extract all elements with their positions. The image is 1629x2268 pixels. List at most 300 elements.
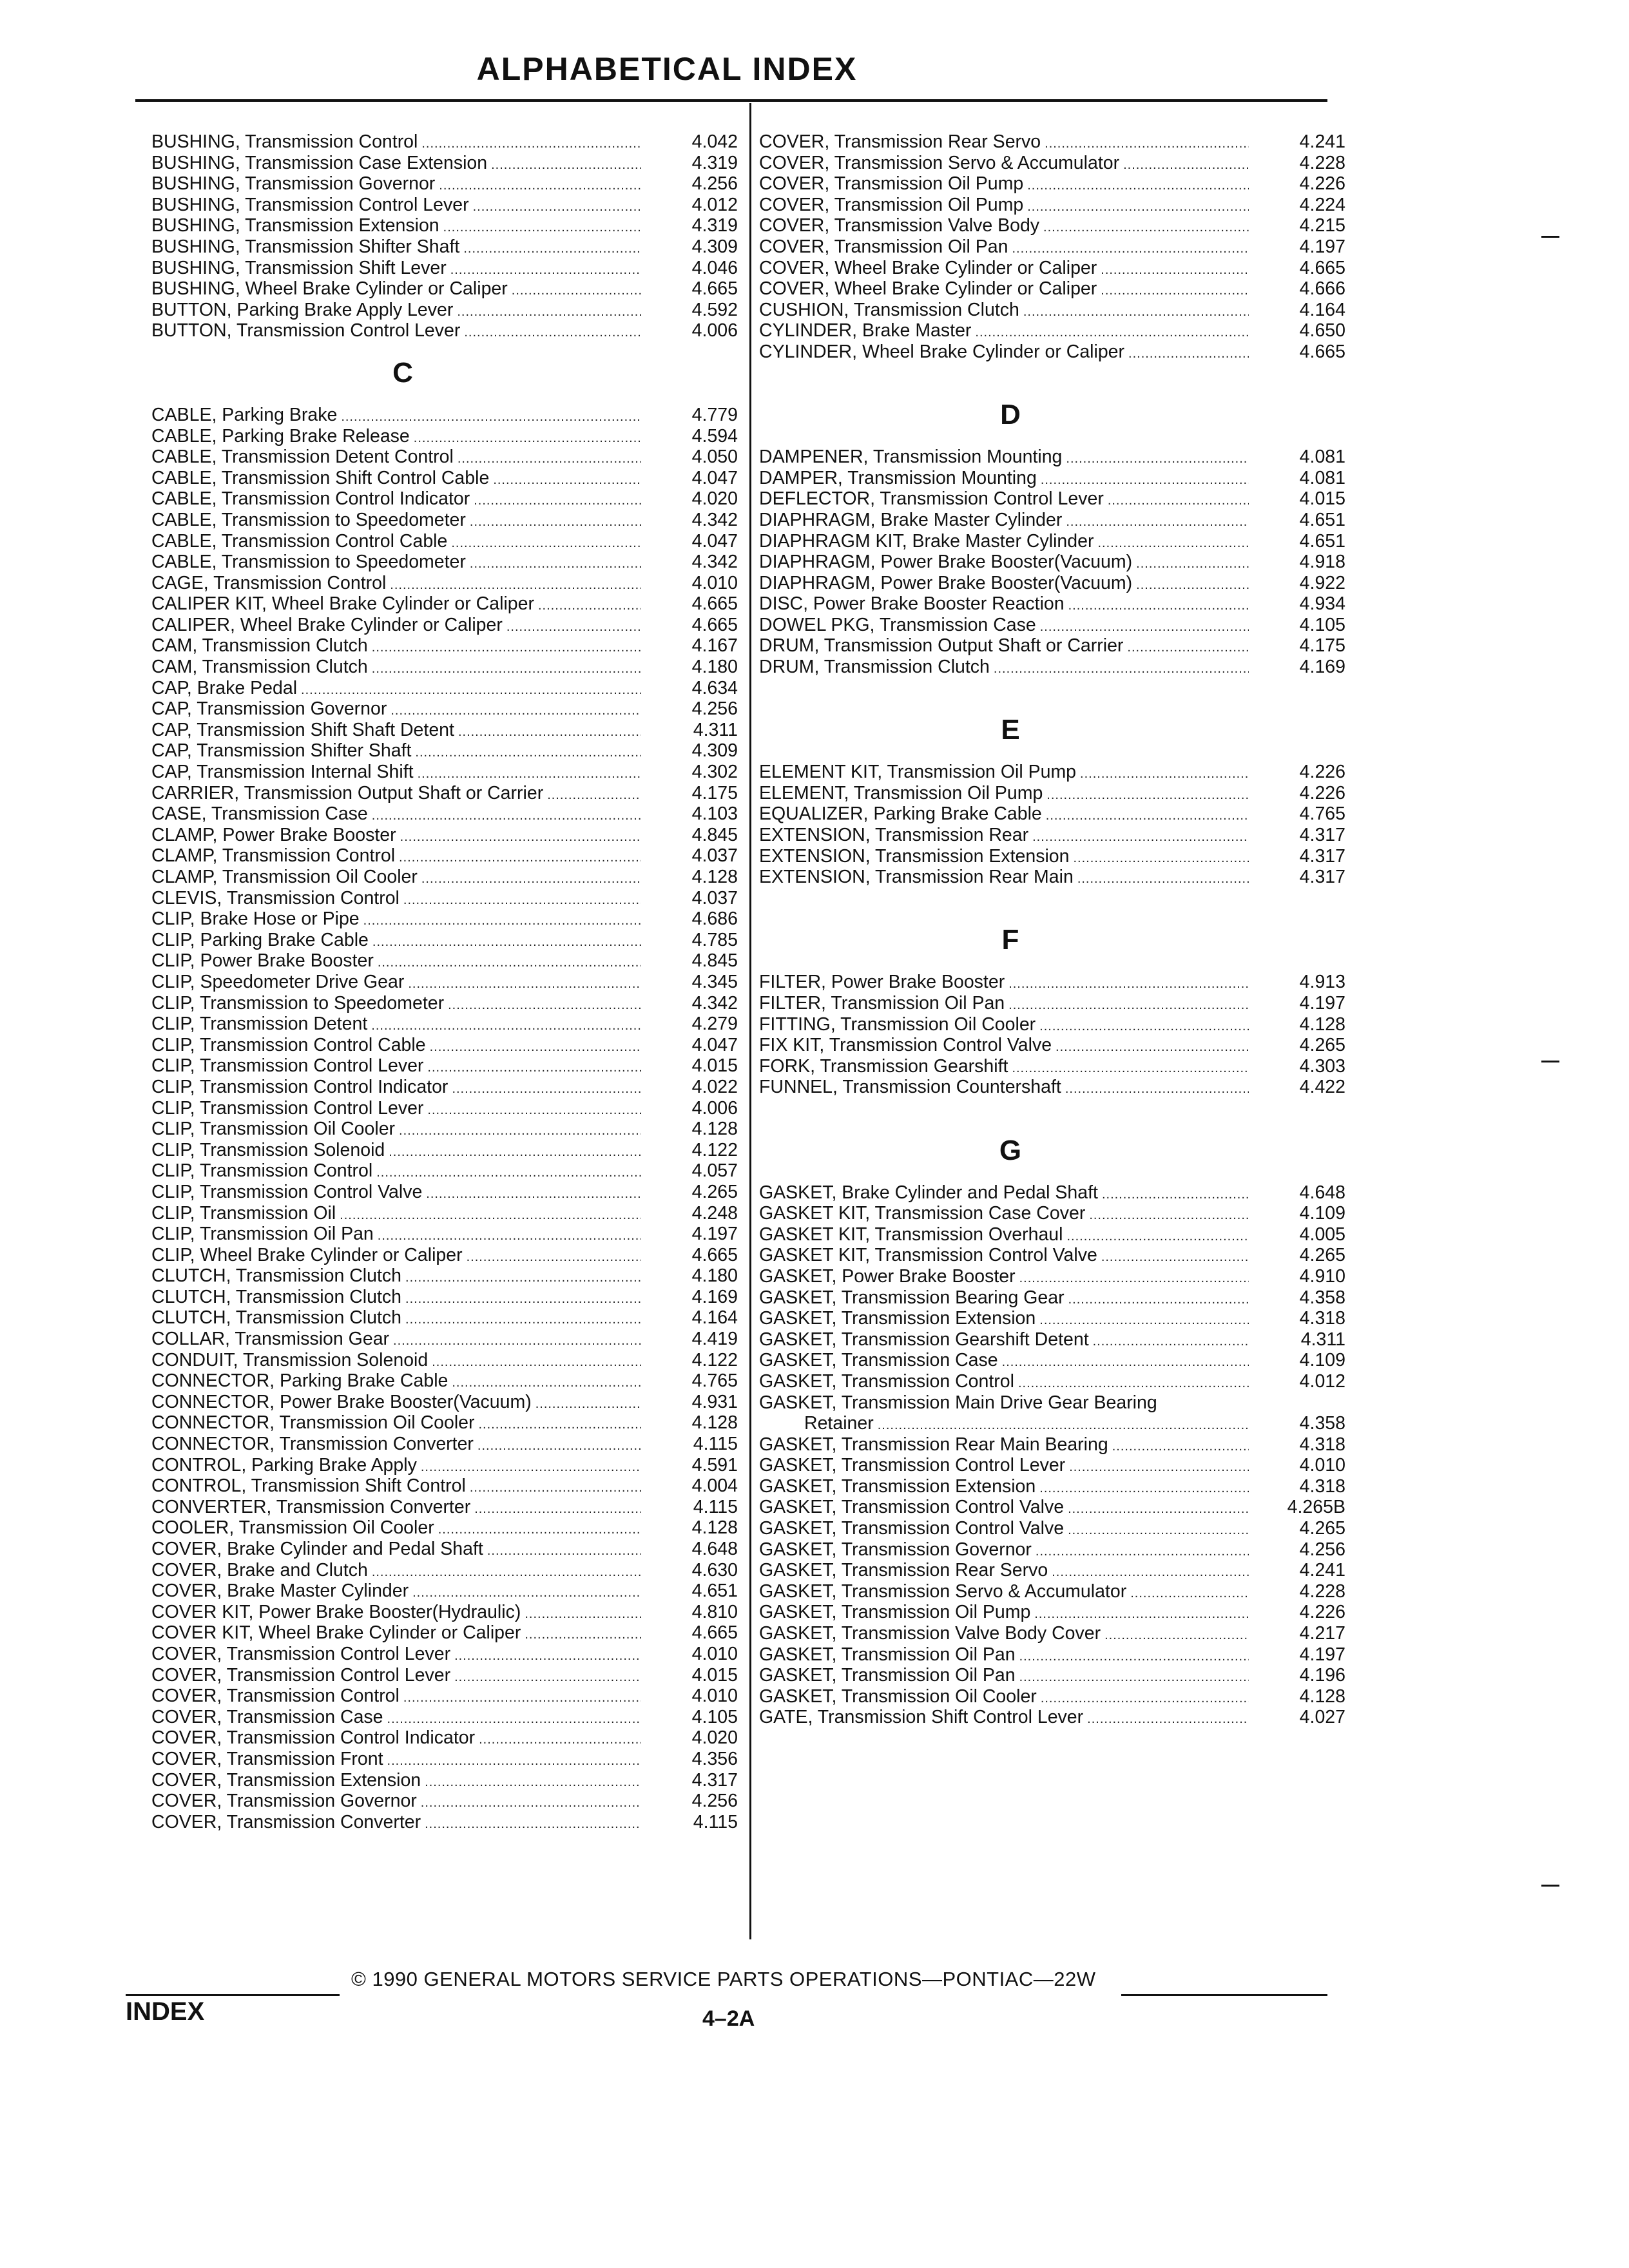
dot-leader bbox=[525, 1604, 641, 1625]
index-entry bbox=[151, 825, 738, 846]
dot-leader bbox=[538, 595, 641, 617]
entry-name: COVER, Transmission Control Lever bbox=[151, 1664, 451, 1686]
entry-name: CLIP, Transmission Oil Cooler bbox=[151, 1119, 396, 1140]
index-entry bbox=[151, 1812, 738, 1833]
index-entry bbox=[151, 153, 738, 174]
dot-leader bbox=[1034, 1604, 1249, 1625]
dot-leader bbox=[363, 910, 641, 932]
entry-name: CLIP, Transmission Control Lever bbox=[151, 1055, 424, 1077]
index-entry bbox=[759, 573, 1345, 594]
index-entry bbox=[151, 1350, 738, 1371]
entry-name: CLIP, Wheel Brake Cylinder or Caliper bbox=[151, 1244, 463, 1265]
index-entry bbox=[151, 1581, 738, 1602]
dot-leader bbox=[1008, 995, 1249, 1016]
index-entry bbox=[759, 1392, 1345, 1414]
dot-leader bbox=[1008, 974, 1249, 995]
dot-leader bbox=[1101, 1247, 1249, 1268]
dot-leader bbox=[371, 1015, 641, 1037]
entry-name: CLIP, Transmission Control Indicator bbox=[151, 1076, 448, 1097]
spacer bbox=[759, 888, 1345, 909]
entry-name: BUSHING, Transmission Control Lever bbox=[151, 194, 469, 215]
dot-leader bbox=[1068, 595, 1249, 617]
index-group bbox=[759, 1182, 1345, 1728]
section-letter-f: F bbox=[1001, 924, 1019, 956]
page-title: ALPHABETICAL INDEX bbox=[476, 51, 858, 87]
entry-code: 4.358 bbox=[1299, 1413, 1345, 1434]
entry-code: 4.648 bbox=[691, 1539, 738, 1559]
index-entry bbox=[759, 1707, 1345, 1728]
entry-name: GASKET, Transmission Valve Body Cover bbox=[759, 1623, 1101, 1644]
index-entry bbox=[759, 825, 1345, 846]
dot-leader bbox=[425, 1772, 641, 1793]
index-entry bbox=[151, 1203, 738, 1224]
entry-code: 4.081 bbox=[1299, 467, 1345, 488]
dot-leader bbox=[1036, 1541, 1249, 1562]
entry-name: CABLE, Transmission Control Cable bbox=[151, 530, 448, 552]
entry-name: COVER, Brake Cylinder and Pedal Shaft bbox=[151, 1539, 483, 1559]
entry-code: 4.910 bbox=[1299, 1265, 1345, 1287]
entry-name: FORK, Transmission Gearshift bbox=[759, 1055, 1008, 1077]
entry-code: 4.665 bbox=[691, 278, 738, 300]
index-entry bbox=[151, 1412, 738, 1434]
dot-leader bbox=[412, 1582, 641, 1604]
entry-code: 4.167 bbox=[691, 635, 738, 657]
entry-code: 4.057 bbox=[691, 1160, 738, 1182]
entry-code: 4.128 bbox=[691, 1517, 738, 1539]
entry-name: FITTING, Transmission Oil Cooler bbox=[759, 1014, 1036, 1035]
index-entry bbox=[759, 488, 1345, 510]
entry-code: 4.226 bbox=[1299, 173, 1345, 195]
entry-name: CONTROL, Parking Brake Apply bbox=[151, 1454, 417, 1475]
entry-name: BUSHING, Transmission Case Extension bbox=[151, 152, 488, 173]
section-letter-e: E bbox=[1001, 714, 1020, 746]
entry-name: CONNECTOR, Parking Brake Cable bbox=[151, 1370, 448, 1392]
index-entry bbox=[151, 1392, 738, 1413]
entry-name: DIAPHRAGM, Brake Master Cylinder bbox=[759, 509, 1063, 530]
entry-code: 4.918 bbox=[1299, 552, 1345, 573]
entry-code: 4.020 bbox=[691, 1727, 738, 1749]
entry-code: 4.241 bbox=[1299, 131, 1345, 152]
entry-name: CABLE, Parking Brake bbox=[151, 404, 338, 425]
index-entry bbox=[151, 950, 738, 972]
entry-code: 4.665 bbox=[691, 614, 738, 635]
entry-name: BUSHING, Transmission Control bbox=[151, 131, 418, 152]
entry-name: GASKET, Transmission Oil Pan bbox=[759, 1644, 1016, 1665]
entry-name: CAM, Transmission Clutch bbox=[151, 657, 368, 678]
entry-name: FILTER, Transmission Oil Pan bbox=[759, 993, 1005, 1014]
entry-name: COVER, Transmission Oil Pump bbox=[759, 173, 1024, 195]
index-entry bbox=[151, 552, 738, 573]
entry-name: CLEVIS, Transmission Control bbox=[151, 887, 400, 908]
index-entry bbox=[759, 468, 1345, 489]
entry-name: CLIP, Transmission Control Valve bbox=[151, 1181, 423, 1202]
entry-code: 4.765 bbox=[1299, 803, 1345, 825]
entry-code: 4.648 bbox=[1299, 1182, 1345, 1203]
index-entry bbox=[759, 531, 1345, 552]
entry-code: 4.248 bbox=[691, 1202, 738, 1224]
entry-code: 4.845 bbox=[691, 824, 738, 845]
index-entry bbox=[759, 215, 1345, 236]
dot-leader bbox=[389, 1142, 641, 1163]
index-entry bbox=[151, 215, 738, 236]
entry-code: 4.311 bbox=[1300, 1329, 1345, 1350]
entry-code: 4.105 bbox=[1299, 614, 1345, 635]
index-entry bbox=[759, 1056, 1345, 1077]
dot-leader bbox=[1112, 1436, 1249, 1457]
index-entry bbox=[151, 1077, 738, 1098]
entry-name: EXTENSION, Transmission Rear bbox=[759, 825, 1029, 846]
dot-leader bbox=[1101, 260, 1249, 281]
entry-code: 4.015 bbox=[1299, 488, 1345, 510]
dot-leader bbox=[1097, 533, 1249, 554]
index-entry bbox=[759, 341, 1345, 363]
entry-code: 4.256 bbox=[691, 698, 738, 720]
entry-name: EXTENSION, Transmission Rear Main bbox=[759, 867, 1074, 888]
index-entry bbox=[759, 783, 1345, 804]
entry-name: GASKET, Transmission Bearing Gear bbox=[759, 1287, 1065, 1308]
entry-code: 4.665 bbox=[691, 1244, 738, 1265]
entry-code: 4.015 bbox=[691, 1664, 738, 1686]
entry-code: 4.317 bbox=[1299, 867, 1345, 888]
dot-leader bbox=[1052, 1562, 1249, 1583]
index-entry bbox=[151, 1014, 738, 1035]
entry-name: GASKET, Transmission Governor bbox=[759, 1539, 1032, 1560]
dot-leader bbox=[430, 1037, 641, 1058]
index-entry bbox=[759, 300, 1345, 321]
index-entry bbox=[151, 1560, 738, 1581]
index-entry bbox=[759, 131, 1345, 153]
entry-name: CLIP, Speedometer Drive Gear bbox=[151, 971, 405, 992]
entry-code: 4.265B bbox=[1287, 1497, 1345, 1518]
entry-code: 4.319 bbox=[691, 215, 738, 236]
entry-code: 4.226 bbox=[1299, 1602, 1345, 1623]
index-entry bbox=[151, 1770, 738, 1791]
entry-name: COVER KIT, Wheel Brake Cylinder or Caliper bbox=[151, 1622, 521, 1644]
index-entry bbox=[759, 173, 1345, 195]
index-entry bbox=[151, 783, 738, 804]
entry-code: 4.309 bbox=[691, 236, 738, 257]
index-entry bbox=[151, 1622, 738, 1644]
entry-code: 4.047 bbox=[691, 467, 738, 488]
dot-leader bbox=[525, 1624, 641, 1646]
index-entry bbox=[759, 1476, 1345, 1497]
entry-name: CLAMP, Transmission Control bbox=[151, 845, 396, 867]
dot-leader bbox=[393, 1331, 641, 1352]
dot-leader bbox=[341, 407, 641, 428]
entry-code: 4.265 bbox=[1299, 1245, 1345, 1266]
index-entry bbox=[759, 1455, 1345, 1476]
dot-leader bbox=[372, 637, 641, 658]
dot-leader bbox=[1102, 1184, 1249, 1206]
entry-code: 4.224 bbox=[1299, 194, 1345, 215]
index-entry bbox=[151, 720, 738, 741]
dot-leader bbox=[1069, 1457, 1249, 1478]
dot-leader bbox=[451, 533, 641, 554]
dot-leader bbox=[403, 1687, 641, 1709]
entry-code: 4.197 bbox=[1299, 1644, 1345, 1665]
spacer bbox=[759, 363, 1345, 384]
entry-code: 4.686 bbox=[691, 908, 738, 930]
entry-code: 4.651 bbox=[691, 1581, 738, 1602]
entry-code: 4.015 bbox=[691, 1055, 738, 1077]
section-letter-c: C bbox=[392, 356, 413, 389]
entry-code: 4.196 bbox=[1299, 1665, 1345, 1686]
dot-leader bbox=[421, 133, 641, 155]
index-entry bbox=[151, 488, 738, 510]
entry-name: COOLER, Transmission Oil Cooler bbox=[151, 1517, 434, 1539]
dot-leader bbox=[470, 512, 641, 533]
index-entry bbox=[151, 447, 738, 468]
dot-leader bbox=[372, 805, 641, 827]
entry-name: CONNECTOR, Power Brake Booster(Vacuum) bbox=[151, 1391, 532, 1412]
margin-tick bbox=[1541, 1061, 1559, 1062]
entry-code: 4.779 bbox=[691, 404, 738, 425]
index-entry bbox=[759, 993, 1345, 1014]
entry-code: 4.020 bbox=[691, 488, 738, 510]
entry-code: 4.256 bbox=[691, 1791, 738, 1812]
entry-code: 4.022 bbox=[691, 1076, 738, 1097]
entry-name: CAGE, Transmission Control bbox=[151, 572, 387, 593]
entry-name: COVER, Transmission Rear Servo bbox=[759, 131, 1041, 152]
left-column bbox=[151, 131, 738, 1832]
dot-leader bbox=[547, 785, 641, 806]
dot-leader bbox=[454, 1646, 641, 1667]
entry-name: GASKET, Transmission Case bbox=[759, 1350, 998, 1371]
dot-leader bbox=[439, 175, 641, 197]
entry-name: GASKET KIT, Transmission Overhaul bbox=[759, 1224, 1063, 1245]
index-entry bbox=[759, 1203, 1345, 1224]
index-entry bbox=[151, 1707, 738, 1728]
entry-name: BUSHING, Transmission Shift Lever bbox=[151, 257, 447, 278]
index-entry bbox=[759, 1308, 1345, 1329]
entry-name: DAMPENER, Transmission Mounting bbox=[759, 447, 1063, 468]
index-group bbox=[759, 447, 1345, 678]
entry-code: 4.265 bbox=[1299, 1518, 1345, 1539]
index-entry bbox=[151, 1475, 738, 1497]
index-entry bbox=[151, 762, 738, 783]
entry-code: 4.317 bbox=[691, 1769, 738, 1791]
entry-code: 4.047 bbox=[691, 530, 738, 552]
entry-name: CUSHION, Transmission Clutch bbox=[759, 299, 1019, 320]
entry-code: 4.845 bbox=[691, 950, 738, 972]
entry-name: CABLE, Transmission Shift Control Cable bbox=[151, 467, 490, 488]
entry-name: CARRIER, Transmission Output Shaft or Carrier bbox=[151, 782, 544, 803]
dot-leader bbox=[1101, 280, 1249, 302]
index-entry bbox=[759, 1077, 1345, 1098]
entry-name: CLIP, Power Brake Booster bbox=[151, 950, 374, 972]
entry-code: 4.197 bbox=[1299, 993, 1345, 1014]
entry-code: 4.180 bbox=[691, 657, 738, 678]
index-entry bbox=[151, 1160, 738, 1182]
index-entry bbox=[151, 740, 738, 762]
dot-leader bbox=[372, 932, 641, 953]
dot-leader bbox=[1018, 1373, 1249, 1394]
entry-name: CABLE, Parking Brake Release bbox=[151, 425, 410, 447]
dot-leader bbox=[470, 1477, 641, 1499]
entry-code: 4.666 bbox=[1299, 278, 1345, 300]
entry-code: 4.591 bbox=[691, 1454, 738, 1475]
entry-code: 4.665 bbox=[1299, 257, 1345, 278]
index-entry bbox=[759, 1035, 1345, 1056]
dot-leader bbox=[415, 742, 641, 764]
entry-name: GASKET, Transmission Main Drive Gear Bearing bbox=[759, 1392, 1157, 1413]
entry-code: 4.012 bbox=[1299, 1370, 1345, 1392]
index-entry bbox=[759, 1014, 1345, 1035]
title-rule bbox=[135, 99, 1327, 102]
dot-leader bbox=[493, 470, 641, 491]
entry-code: 4.006 bbox=[691, 1097, 738, 1119]
index-entry bbox=[759, 846, 1345, 867]
dot-leader bbox=[1066, 512, 1249, 533]
entry-name: DRUM, Transmission Output Shaft or Carrier bbox=[759, 635, 1124, 657]
dot-leader bbox=[301, 680, 641, 701]
entry-code: 4.358 bbox=[1299, 1287, 1345, 1308]
dot-leader bbox=[1128, 343, 1249, 365]
index-entry bbox=[151, 635, 738, 657]
dot-leader bbox=[1032, 827, 1249, 848]
entry-code: 4.665 bbox=[691, 593, 738, 615]
entry-name: EXTENSION, Transmission Extension bbox=[759, 845, 1070, 867]
dot-leader bbox=[387, 1709, 641, 1730]
dot-leader bbox=[340, 1205, 641, 1226]
entry-code: 4.319 bbox=[691, 152, 738, 173]
entry-code: 4.765 bbox=[691, 1370, 738, 1392]
entry-code: 4.785 bbox=[691, 929, 738, 950]
spacer bbox=[759, 1098, 1345, 1119]
entry-name: CLIP, Transmission Oil Pan bbox=[151, 1224, 374, 1245]
dot-leader bbox=[458, 448, 641, 470]
index-entry bbox=[151, 1455, 738, 1476]
index-entry bbox=[151, 867, 738, 888]
index-entry bbox=[151, 1055, 738, 1077]
entry-code: 4.037 bbox=[691, 845, 738, 867]
entry-name: CABLE, Transmission to Speedometer bbox=[151, 552, 466, 573]
index-entry bbox=[151, 993, 738, 1014]
entry-name: BUTTON, Transmission Control Lever bbox=[151, 320, 461, 341]
index-entry bbox=[759, 1245, 1345, 1266]
index-entry bbox=[759, 320, 1345, 341]
dot-leader bbox=[463, 238, 641, 260]
dot-leader bbox=[403, 890, 641, 911]
index-entry bbox=[151, 1035, 738, 1056]
entry-code: 4.010 bbox=[691, 1686, 738, 1707]
dot-leader bbox=[418, 764, 641, 785]
dot-leader bbox=[452, 1372, 641, 1394]
index-entry bbox=[151, 258, 738, 279]
entry-name: EQUALIZER, Parking Brake Cable bbox=[759, 803, 1042, 825]
index-entry bbox=[151, 1265, 738, 1287]
index-entry bbox=[759, 153, 1345, 174]
entry-name: DIAPHRAGM, Power Brake Booster(Vacuum) bbox=[759, 552, 1133, 573]
dot-leader bbox=[425, 1814, 641, 1835]
entry-name: CYLINDER, Brake Master bbox=[759, 320, 972, 341]
entry-code: 4.810 bbox=[691, 1601, 738, 1622]
dot-leader bbox=[405, 1289, 641, 1310]
entry-code: 4.169 bbox=[691, 1286, 738, 1307]
entry-name: FILTER, Power Brake Booster bbox=[759, 972, 1005, 993]
index-entry bbox=[151, 1307, 738, 1329]
dot-leader bbox=[1041, 1688, 1249, 1709]
entry-code: 4.228 bbox=[1299, 152, 1345, 173]
entry-code: 4.169 bbox=[1299, 657, 1345, 678]
entry-code: 4.419 bbox=[691, 1329, 738, 1350]
dot-leader bbox=[1040, 617, 1249, 638]
index-entry bbox=[759, 867, 1345, 888]
entry-name: CLIP, Transmission Detent bbox=[151, 1014, 368, 1035]
dot-leader bbox=[378, 1225, 641, 1247]
entry-name: COVER, Transmission Governor bbox=[151, 1791, 417, 1812]
index-entry bbox=[759, 1287, 1345, 1309]
entry-name: DAMPER, Transmission Mounting bbox=[759, 467, 1037, 488]
entry-name: CLUTCH, Transmission Clutch bbox=[151, 1307, 402, 1329]
entry-code: 4.931 bbox=[691, 1391, 738, 1412]
dot-leader bbox=[1074, 848, 1249, 869]
entry-name: COVER, Wheel Brake Cylinder or Caliper bbox=[759, 278, 1097, 300]
entry-name: CLIP, Parking Brake Cable bbox=[151, 929, 369, 950]
entry-name: GASKET, Brake Cylinder and Pedal Shaft bbox=[759, 1182, 1098, 1203]
dot-leader bbox=[1108, 490, 1249, 512]
dot-leader bbox=[1019, 1268, 1249, 1289]
index-entry bbox=[151, 1224, 738, 1245]
entry-code: 4.122 bbox=[691, 1349, 738, 1370]
dot-leader bbox=[1027, 175, 1249, 197]
entry-name: BUSHING, Transmission Shifter Shaft bbox=[151, 236, 460, 257]
index-entry bbox=[759, 552, 1345, 573]
dot-leader bbox=[479, 1414, 642, 1436]
entry-code: 4.630 bbox=[691, 1559, 738, 1581]
dot-leader bbox=[1039, 1478, 1249, 1499]
entry-code: 4.592 bbox=[691, 299, 738, 320]
dot-leader bbox=[1068, 1520, 1249, 1541]
entry-code: 4.175 bbox=[1299, 635, 1345, 657]
dot-leader bbox=[427, 1057, 641, 1079]
index-entry bbox=[759, 1644, 1345, 1666]
footer-rule-right bbox=[1121, 1994, 1327, 1996]
dot-leader bbox=[470, 553, 641, 575]
entry-code: 4.651 bbox=[1299, 530, 1345, 552]
entry-code: 4.922 bbox=[1299, 572, 1345, 593]
dot-leader bbox=[1046, 785, 1249, 806]
index-entry bbox=[759, 635, 1345, 657]
spacer bbox=[759, 678, 1345, 699]
index-entry bbox=[151, 278, 738, 300]
index-entry bbox=[151, 531, 738, 552]
entry-code: 4.342 bbox=[691, 509, 738, 530]
entry-name: CLAMP, Power Brake Booster bbox=[151, 824, 396, 845]
entry-name: CONTROL, Transmission Shift Control bbox=[151, 1475, 466, 1497]
index-entry bbox=[151, 1539, 738, 1560]
entry-code: 4.006 bbox=[691, 320, 738, 341]
entry-code: 4.047 bbox=[691, 1034, 738, 1055]
dot-leader bbox=[1027, 197, 1249, 218]
index-entry bbox=[151, 930, 738, 951]
dot-leader bbox=[448, 995, 641, 1016]
dot-leader bbox=[372, 1562, 641, 1583]
index-entry bbox=[759, 1266, 1345, 1287]
dot-leader bbox=[400, 827, 641, 848]
entry-name: COVER, Transmission Extension bbox=[151, 1769, 421, 1791]
entry-name: COVER, Brake Master Cylinder bbox=[151, 1581, 409, 1602]
index-entry bbox=[151, 1245, 738, 1266]
index-entry bbox=[151, 300, 738, 321]
index-group bbox=[759, 762, 1345, 888]
entry-code: 4.010 bbox=[691, 572, 738, 593]
entry-name: Retainer bbox=[804, 1413, 874, 1434]
entry-name: GASKET KIT, Transmission Control Valve bbox=[759, 1245, 1097, 1266]
entry-code: 4.005 bbox=[1299, 1224, 1345, 1245]
dot-leader bbox=[457, 302, 641, 323]
entry-code: 4.256 bbox=[1299, 1539, 1345, 1560]
